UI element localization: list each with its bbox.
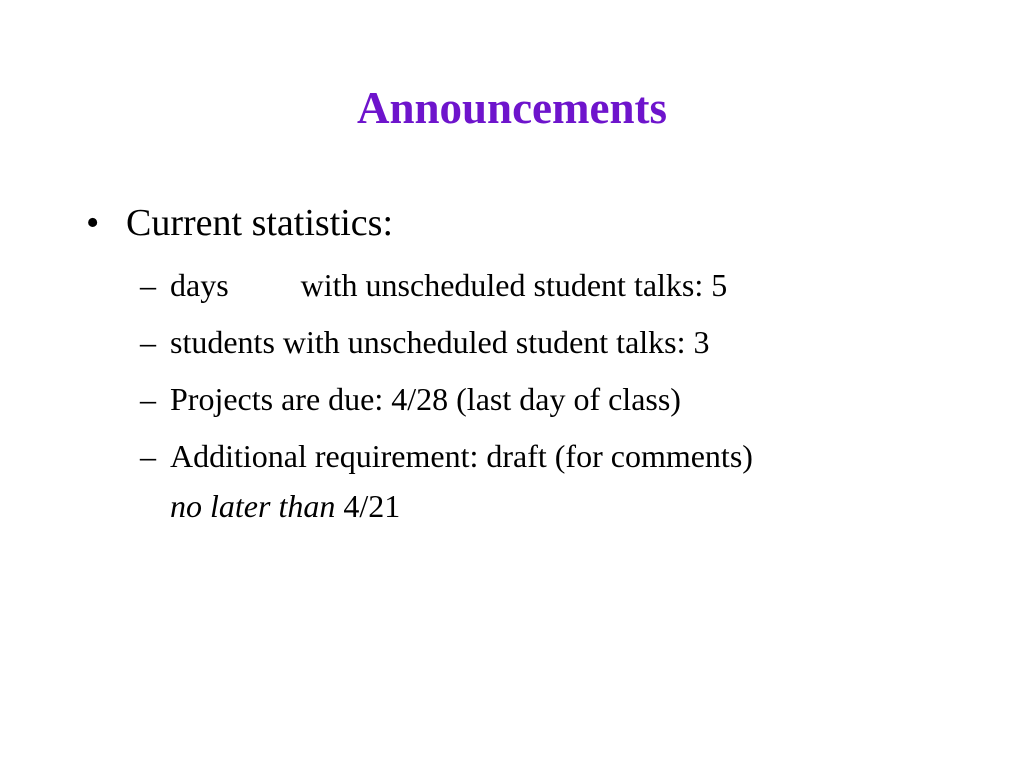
main-bullet-text: Current statistics: (126, 202, 394, 244)
deadline-text: 4/21 (335, 488, 401, 524)
dash-marker: – (140, 324, 156, 360)
sub-item-requirement-continuation (170, 484, 400, 528)
dash-marker: – (140, 438, 156, 474)
sub-item-days (140, 263, 727, 307)
sub-item-students-text: students with unscheduled student talks: 3 (170, 324, 710, 360)
sub-item-projects (140, 377, 681, 421)
emphasis-text: no later than (170, 488, 336, 524)
bullet-marker: • (86, 202, 100, 244)
sub-item-days-rest: with unscheduled student talks: 5 (300, 267, 728, 303)
slide-title: Announcements (356, 83, 668, 133)
sub-item-projects-text: Projects are due: 4/28 (last day of class) (170, 381, 681, 417)
sub-item-days-word: days (170, 267, 229, 303)
sub-item-students (140, 320, 710, 364)
dash-marker: – (140, 381, 156, 417)
dash-marker: – (140, 267, 156, 303)
main-bullet (86, 198, 393, 248)
sub-item-requirement (140, 434, 753, 478)
sub-item-requirement-text: Additional requirement: draft (for comments) (170, 438, 753, 474)
